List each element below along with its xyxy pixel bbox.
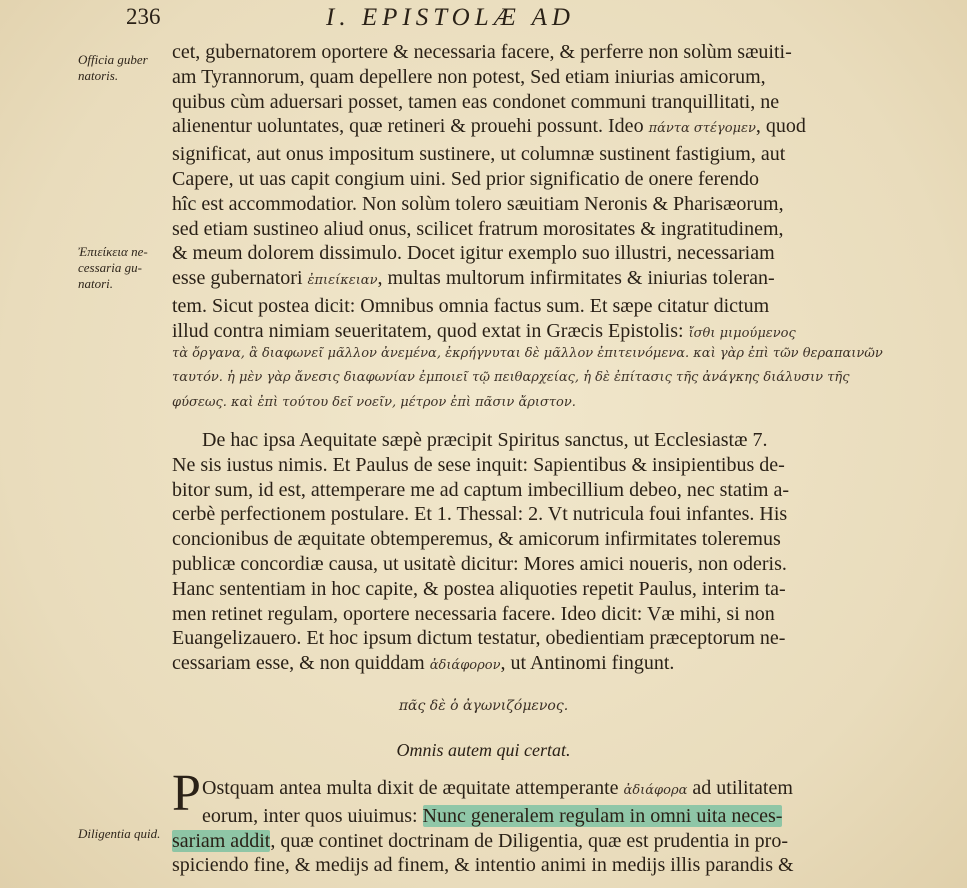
text-fragment: , quæ continet doctrinam de Diligentia, quæ est prudentia in pro- [270, 829, 788, 852]
drop-cap: P [172, 765, 201, 822]
text-line: Ne sis iustus nimis. Et Paulus de sese inquit: Sapientibus & insipientibus de- [172, 453, 785, 476]
greek-word: ἀδιάφορον [429, 658, 501, 674]
section-heading: Omnis autem qui certat. [396, 740, 571, 760]
text-line: concionibus de æquitate obtemperemus, & amicorum infirmitates toleremus [172, 528, 781, 551]
greek-word: ἐπιείκειαν [307, 273, 378, 289]
text-line: hîc est accommodatior. Non solùm tolero sæuitiam Neronis & Pharisæorum, [172, 192, 784, 215]
margin-note-diligentia: Diligentia quid. [78, 826, 161, 841]
running-title: I. EPISTOLÆ AD [326, 4, 575, 31]
text-line: significat, aut onus impositum sustinere, ut columnæ sustinent fastigium, aut [172, 143, 786, 166]
greek-quote [172, 342, 894, 415]
paragraph-1 [172, 40, 892, 347]
text-fragment: eorum, inter quos uiuimus: [202, 804, 418, 827]
paragraph-2 [172, 428, 892, 679]
greek-caption: πᾶς δὲ ὁ ἀγωνιζόμενος. [398, 698, 569, 714]
text-line [172, 776, 892, 804]
text-fragment: Ostquam antea multa dixit de æquitate attemperante [202, 777, 619, 799]
page-header [0, 4, 967, 34]
text-line: quibus cùm aduersari posset, tamen eas condonet communi tranquillitati, ne [172, 90, 780, 113]
text-line: cerbè perfectionem postulare. Et 1. Thessal: 2. Vt nutricula foui infantes. His [172, 503, 788, 526]
text-line: cet, gubernatorem oportere & necessaria facere, & perferre non solùm sæuiti- [172, 41, 792, 63]
text-fragment: alienentur uoluntates, quæ retineri & prouehi possunt. Ideo [172, 115, 644, 138]
text-line: & meum dolorem dissimulo. Docet igitur exemplo suo illustri, necessariam [172, 242, 775, 265]
margin-note-epieikeia: Ἐπιείκεια ne- cessaria gu- natori. [78, 244, 148, 291]
text-fragment: ad utilitatem [692, 777, 793, 799]
margin-note-officia: Officia guber natoris. [78, 52, 148, 83]
text-fragment: illud contra nimiam seueritatem, quod extat in Græcis Epistolis: [172, 319, 684, 342]
text-fragment: , multas multorum infirmitates & iniurias toleran- [377, 267, 775, 290]
text-line: Hanc sententiam in hoc capite, & postea aliquoties repetit Paulus, interim ta- [172, 577, 786, 600]
text-fragment: , quod [755, 115, 806, 138]
text-line: sed etiam sustineo aliud onus, scilicet fratrum morositates & ingratitudinem, [172, 217, 784, 240]
text-line: tem. Sicut postea dicit: Omnibus omnia factus sum. Et sæpe citatur dictum [172, 294, 770, 317]
text-line [172, 804, 892, 829]
text-line [172, 266, 892, 294]
text-line: bitor sum, id est, attemperare me ad captum imbecillium debeo, nec statim a- [172, 478, 790, 501]
text-line [172, 651, 892, 679]
paragraph-3 [172, 776, 892, 878]
text-line: men retinet regulam, oportere necessaria facere. Ideo dicit: Væ mihi, si non [172, 602, 775, 625]
greek-line: ταυτόν. ἡ μὲν γὰρ ἄνεσις διαφωνίαν ἐμποιεῖ τῷ πειθαρχείας, ἡ δὲ ἐπίτασις τῆς ἀνάγκης διάλυσιν τῆς [172, 370, 850, 386]
text-line: spiciendo fine, & medijs ad finem, & intentio animi in medijs illis parandis & [172, 854, 794, 877]
page-number: 236 [126, 4, 161, 29]
text-line: Capere, ut uas capit congium uini. Sed prior significatio de onere ferendo [172, 167, 760, 190]
greek-line: φύσεως. καὶ ἐπὶ τούτου δεῖ νοεῖν, μέτρον ἐπὶ πᾶσιν ἄριστον. [172, 394, 576, 410]
greek-word: ἀδιάφορα [623, 783, 688, 798]
greek-line: τὰ ὄργανα, ἃ διαφωνεῖ μᾶλλον ἀνεμένα, ἐκρήγνυται δὲ μᾶλλον ἐπιτεινόμενα. καὶ γὰρ ἐπὶ τῶν θεραπαινῶν [172, 346, 883, 361]
text-line [172, 829, 892, 854]
text-line: publicæ concordiæ causa, ut usitatè dicitur: Mores amici noueris, non oderis. [172, 552, 787, 575]
text-line [172, 114, 892, 142]
text-fragment: cessariam esse, & non quiddam [172, 652, 425, 675]
greek-word: πάντα στέγομεν [648, 121, 756, 137]
highlighted-text: Nunc generalem regulam in omni uita neces- [422, 804, 783, 827]
text-fragment: esse gubernatori [172, 267, 303, 290]
text-line: am Tyrannorum, quam depellere non potest, Sed etiam iniurias amicorum, [172, 65, 766, 88]
highlighted-text: sariam addit [172, 829, 271, 852]
text-line: Euangelizauero. Et hoc ipsum dictum testatur, obedientiam præceptorum ne- [172, 627, 786, 650]
text-fragment: , ut Antinomi fingunt. [500, 652, 675, 675]
text-line: De hac ipsa Aequitate sæpè præcipit Spiritus sanctus, ut Ecclesiastæ 7. [202, 429, 768, 451]
greek-word: ἴσθι μιμούμενος [688, 325, 796, 341]
